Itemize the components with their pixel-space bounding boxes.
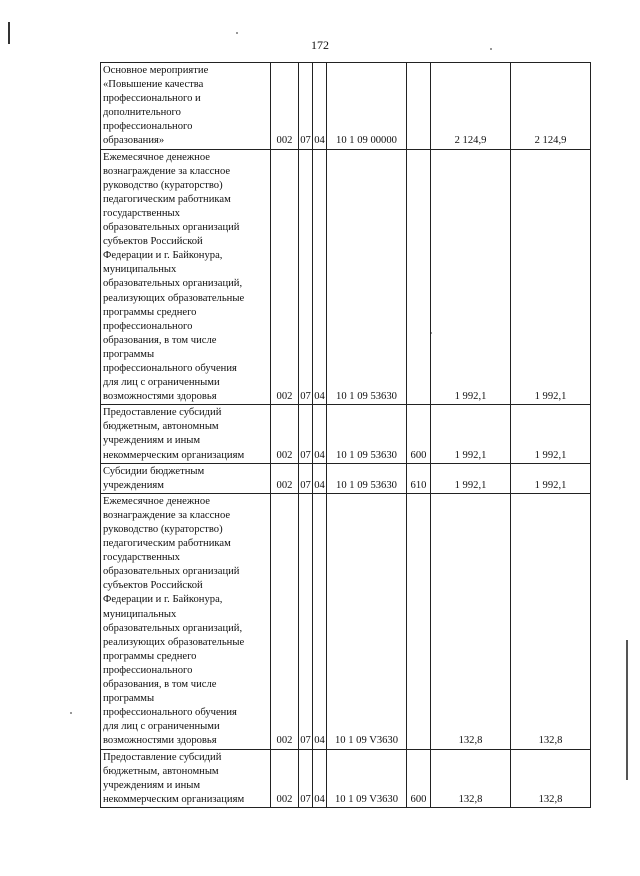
table-row [101, 493, 591, 749]
item-name-line: учреждениям и иным [103, 779, 201, 791]
budget-table-body [101, 63, 591, 808]
item-name-line: некоммерческим организациям [103, 793, 245, 805]
item-name-line: муниципальных [103, 608, 177, 620]
amount-2-cell: 2 124,9 [511, 63, 591, 150]
item-name-line: образовательных организаций [103, 222, 240, 234]
item-name-line: учреждениям и иным [103, 435, 201, 447]
amount-1-cell: 1 992,1 [431, 463, 511, 493]
expense-type-cell [407, 149, 431, 405]
budget-table [100, 62, 591, 808]
scan-artifact-right-edge [626, 640, 628, 780]
subsection-code-cell: 04 [313, 405, 327, 463]
item-name-line: Ежемесячное денежное [103, 495, 210, 507]
item-name-line: программы [103, 348, 155, 360]
subsection-code-cell: 04 [313, 149, 327, 405]
amount-2-cell: 1 992,1 [511, 463, 591, 493]
ministry-code-cell: 002 [271, 63, 299, 150]
amount-2-cell: 132,8 [511, 749, 591, 807]
item-name-line: учреждениям [103, 479, 164, 491]
item-name-line: профессионального и [103, 93, 201, 105]
item-name-line: бюджетным, автономным [103, 421, 219, 433]
subsection-code-cell: 04 [313, 463, 327, 493]
item-name-line: возможностями здоровья [103, 391, 217, 403]
ministry-code-cell: 002 [271, 149, 299, 405]
target-article-cell: 10 1 09 53630 [327, 149, 407, 405]
item-name-line: образования» [103, 135, 165, 147]
ministry-code-cell: 002 [271, 463, 299, 493]
item-name-line: образования, в том числе [103, 679, 217, 691]
item-name-line: педагогическим работникам [103, 193, 231, 205]
item-name-cell [101, 493, 271, 749]
subsection-code-cell: 04 [313, 63, 327, 150]
item-name-line: руководство (кураторство) [103, 179, 223, 191]
section-code-cell: 07 [299, 405, 313, 463]
table-row [101, 749, 591, 807]
table-row [101, 463, 591, 493]
item-name-line: субъектов Российской [103, 580, 203, 592]
item-name-line: бюджетным, автономным [103, 765, 219, 777]
item-name-cell [101, 749, 271, 807]
item-name-line: профессионального [103, 664, 193, 676]
expense-type-cell: 600 [407, 405, 431, 463]
item-name-line: программы среднего [103, 650, 197, 662]
item-name-line: педагогическим работникам [103, 538, 231, 550]
expense-type-cell [407, 493, 431, 749]
item-name-line: государственных [103, 552, 180, 564]
item-name-line: для лиц с ограниченными [103, 721, 220, 733]
item-name-line: образовательных организаций [103, 566, 240, 578]
table-row [101, 405, 591, 463]
expense-type-cell: 610 [407, 463, 431, 493]
target-article-cell: 10 1 09 V3630 [327, 493, 407, 749]
item-name-cell [101, 149, 271, 405]
amount-2-cell: 1 992,1 [511, 405, 591, 463]
item-name-cell [101, 405, 271, 463]
section-code-cell: 07 [299, 493, 313, 749]
ministry-code-cell: 002 [271, 749, 299, 807]
scan-speck [70, 712, 72, 714]
target-article-cell: 10 1 09 00000 [327, 63, 407, 150]
item-name-line: Основное мероприятие [103, 65, 209, 76]
item-name-line: вознаграждение за классное [103, 165, 231, 177]
item-name-line: руководство (кураторство) [103, 524, 223, 535]
item-name-line: возможностями здоровья [103, 735, 217, 747]
target-article-cell: 10 1 09 53630 [327, 463, 407, 493]
amount-1-cell: 1 992,1 [431, 405, 511, 463]
item-name-line: государственных [103, 207, 180, 219]
target-article-cell: 10 1 09 V3630 [327, 749, 407, 807]
table-row [101, 63, 591, 150]
item-name-line: муниципальных [103, 264, 177, 276]
item-name-line: дополнительного [103, 107, 181, 119]
item-name-line: Предоставление субсидий [103, 407, 222, 419]
item-name-cell [101, 63, 271, 150]
item-name-line: реализующих образовательные [103, 292, 245, 304]
ministry-code-cell: 002 [271, 493, 299, 749]
section-code-cell: 07 [299, 63, 313, 150]
item-name-line: программы [103, 693, 155, 705]
item-name-line: программы среднего [103, 306, 197, 318]
target-article-cell: 10 1 09 53630 [327, 405, 407, 463]
amount-2-cell: 132,8 [511, 493, 591, 749]
item-name-line: Предоставление субсидий [103, 751, 222, 763]
amount-1-cell: 132,8 [431, 749, 511, 807]
section-code-cell: 07 [299, 463, 313, 493]
amount-1-cell: 132,8 [431, 493, 511, 749]
table-row [101, 149, 591, 405]
item-name-line: вознаграждение за классное [103, 509, 231, 521]
item-name-line: реализующих образовательные [103, 636, 245, 648]
expense-type-cell: 600 [407, 749, 431, 807]
item-name-line: «Повышение качества [103, 79, 204, 91]
item-name-cell [101, 463, 271, 493]
amount-1-cell: 2 124,9 [431, 63, 511, 150]
amount-2-cell: 1 992,1 [511, 149, 591, 405]
item-name-line: для лиц с ограниченными [103, 377, 220, 389]
item-name-line: Ежемесячное денежное [103, 151, 210, 163]
item-name-line: образовательных организаций, [103, 278, 243, 290]
page-number: 172 [311, 38, 329, 52]
amount-1-cell: 1 992,1 [431, 149, 511, 405]
item-name-line: профессионального [103, 320, 193, 332]
item-name-line: профессионального обучения [103, 707, 237, 719]
ministry-code-cell: 002 [271, 405, 299, 463]
subsection-code-cell: 04 [313, 493, 327, 749]
section-code-cell: 07 [299, 749, 313, 807]
item-name-line: некоммерческим организациям [103, 449, 245, 461]
item-name-line: профессионального [103, 121, 193, 133]
item-name-line: Федерации и г. Байконура, [103, 594, 223, 606]
item-name-line: Федерации и г. Байконура, [103, 250, 223, 262]
item-name-line: субъектов Российской [103, 236, 203, 248]
item-name-line: образовательных организаций, [103, 622, 243, 634]
section-code-cell: 07 [299, 149, 313, 405]
expense-type-cell [407, 63, 431, 150]
scan-speck [236, 32, 238, 34]
item-name-line: профессионального обучения [103, 362, 237, 374]
item-name-line: образования, в том числе [103, 334, 217, 346]
item-name-line: Субсидии бюджетным [103, 465, 205, 477]
subsection-code-cell: 04 [313, 749, 327, 807]
